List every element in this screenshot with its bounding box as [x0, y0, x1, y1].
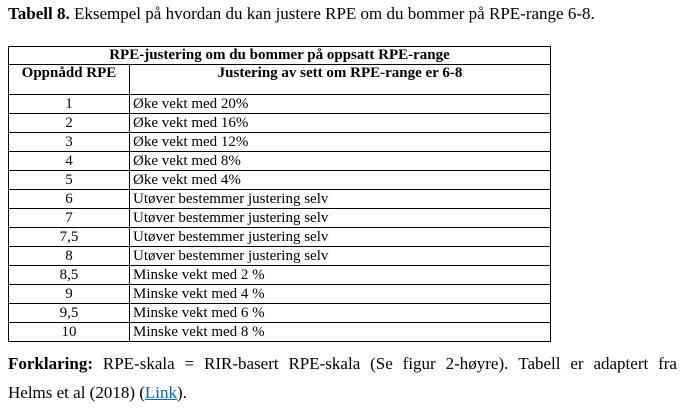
footnote-label: Forklaring: — [8, 354, 93, 373]
achieved-rpe-cell: 4 — [9, 152, 130, 171]
caption-text: Eksempel på hvordan du kan justere RPE om du bommer på RPE-range 6-8. — [69, 4, 595, 23]
footnote-word: Tabell — [518, 354, 561, 373]
achieved-rpe-cell: 9,5 — [9, 304, 130, 323]
adjustment-cell: Utøver bestemmer justering selv — [130, 190, 551, 209]
footnote-word: (Se — [370, 354, 393, 373]
table-row — [9, 95, 551, 114]
achieved-rpe-cell: 7,5 — [9, 228, 130, 247]
table-row — [9, 133, 551, 152]
footnote-word: fra — [658, 354, 677, 373]
table-row — [9, 304, 551, 323]
table-row — [9, 285, 551, 304]
adjustment-cell: Øke vekt med 20% — [130, 95, 551, 114]
adjustment-cell: Minske vekt med 6 % — [130, 304, 551, 323]
footnote-word: 2-høyre). — [445, 354, 509, 373]
footnote-word: adaptert — [593, 354, 649, 373]
footnote-word: RPE-skala — [102, 354, 175, 373]
adjustment-cell: Øke vekt med 8% — [130, 152, 551, 171]
achieved-rpe-cell: 7 — [9, 209, 130, 228]
adjustment-cell: Minske vekt med 2 % — [130, 266, 551, 285]
table-body — [9, 95, 551, 342]
achieved-rpe-cell: 6 — [9, 190, 130, 209]
adjustment-cell: Utøver bestemmer justering selv — [130, 228, 551, 247]
table-row — [9, 209, 551, 228]
column-header-achieved-rpe: Oppnådd RPE — [9, 65, 130, 95]
achieved-rpe-cell: 9 — [9, 285, 130, 304]
footnote-word: = — [184, 354, 195, 373]
achieved-rpe-cell: 5 — [9, 171, 130, 190]
table-row — [9, 114, 551, 133]
reference-link[interactable]: Link — [144, 383, 178, 402]
table-caption — [8, 4, 595, 24]
adjustment-cell: Øke vekt med 12% — [130, 133, 551, 152]
achieved-rpe-cell: 2 — [9, 114, 130, 133]
adjustment-cell: Utøver bestemmer justering selv — [130, 209, 551, 228]
achieved-rpe-cell: 10 — [9, 323, 130, 342]
footnote-word: er — [570, 354, 584, 373]
adjustment-cell: Øke vekt med 16% — [130, 114, 551, 133]
footnote-citation-end: ). — [177, 383, 187, 402]
adjustment-cell: Minske vekt med 4 % — [130, 285, 551, 304]
footnote-word: figur — [402, 354, 436, 373]
adjustment-cell: Minske vekt med 8 % — [130, 323, 551, 342]
footnote-word: RIR-basert — [204, 354, 279, 373]
footnote-line-1 — [8, 349, 677, 378]
rpe-adjustment-table — [8, 46, 551, 342]
table-row — [9, 266, 551, 285]
caption-label: Tabell 8. — [8, 4, 70, 23]
achieved-rpe-cell: 8 — [9, 247, 130, 266]
table-row — [9, 190, 551, 209]
achieved-rpe-cell: 3 — [9, 133, 130, 152]
table-row — [9, 152, 551, 171]
adjustment-cell: Øke vekt med 4% — [130, 171, 551, 190]
achieved-rpe-cell: 8,5 — [9, 266, 130, 285]
footnote-word: RPE-skala — [288, 354, 361, 373]
footnote-citation: Helms et al (2018) ( — [8, 383, 145, 402]
table-title: RPE-justering om du bommer på oppsatt RPE-range — [9, 47, 551, 65]
table-row — [9, 323, 551, 342]
column-header-adjustment: Justering av sett om RPE-range er 6-8 — [130, 65, 551, 95]
table-row — [9, 247, 551, 266]
adjustment-cell: Utøver bestemmer justering selv — [130, 247, 551, 266]
achieved-rpe-cell: 1 — [9, 95, 130, 114]
footnote-line-2 — [8, 378, 677, 407]
footnote — [8, 349, 677, 407]
table-row — [9, 228, 551, 247]
table-row — [9, 171, 551, 190]
